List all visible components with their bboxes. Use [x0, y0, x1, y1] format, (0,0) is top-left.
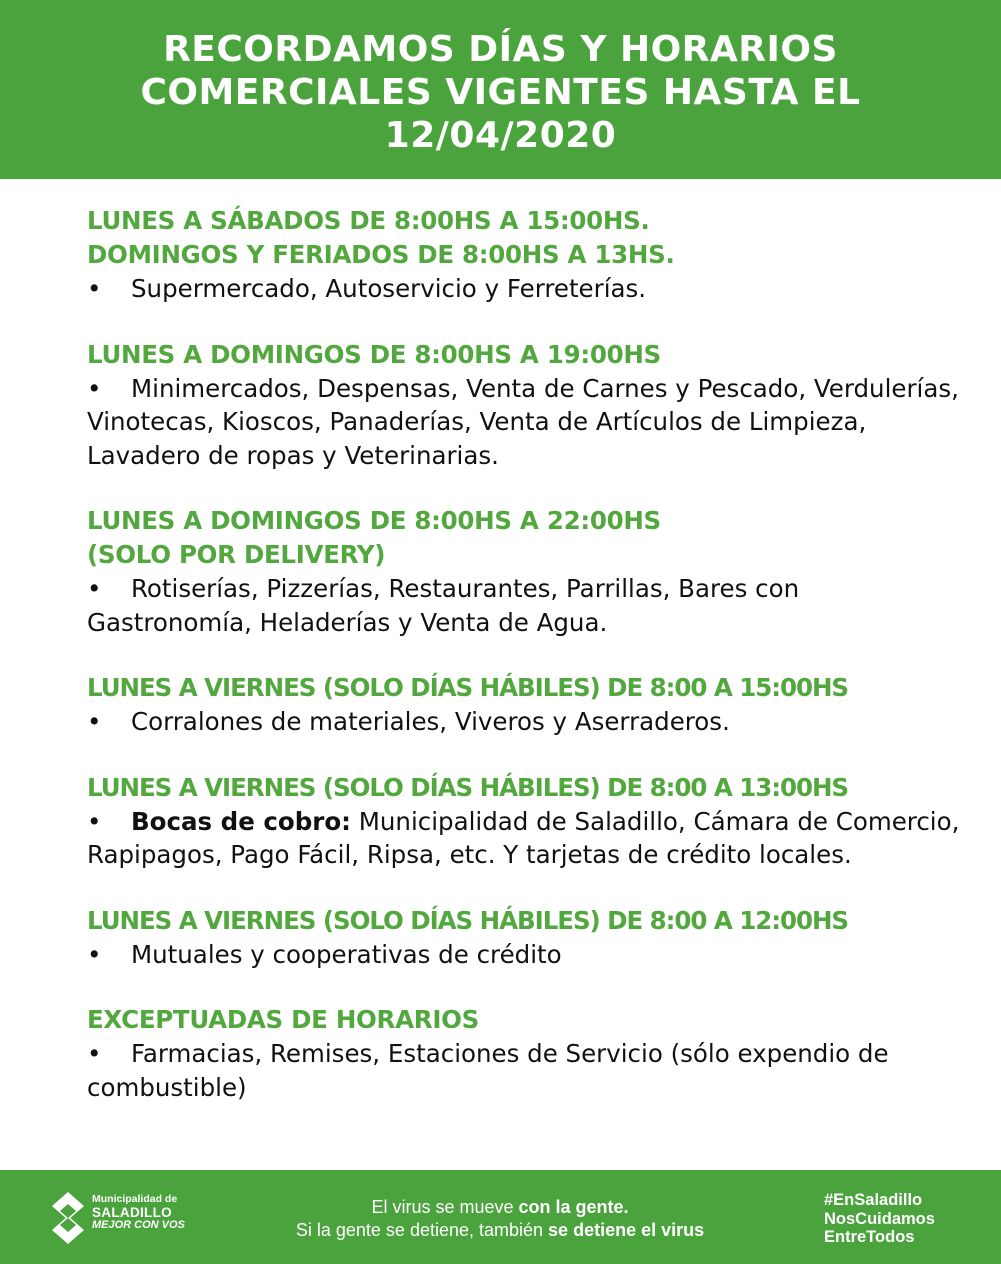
section-items-text: Rotiserías, Pizzerías, Restaurantes, Parrillas, Bares con Gastronomía, Heladerías y Venta de Agua. — [87, 574, 800, 637]
section-items-text: Mutuales y cooperativas de crédito — [131, 939, 562, 969]
section-heading — [87, 904, 967, 938]
section-items-text: Minimercados, Despensas, Venta de Carnes y Pescado, Verdulerías, Vinotecas, Kioscos, Panaderías, Venta de Artículos de Limpieza, Lavadero de ropas y Veterinarias. — [87, 373, 959, 470]
section-items — [87, 272, 967, 306]
logo-line: MEJOR CON VOS — [92, 1219, 185, 1231]
footer-text-bold: con la gente. — [518, 1197, 629, 1217]
saladillo-logo-icon — [48, 1190, 88, 1246]
footer-message-line — [250, 1219, 750, 1242]
section-heading — [87, 504, 967, 572]
section-items — [87, 372, 967, 473]
section-heading — [87, 671, 967, 705]
section-items-text: Supermercado, Autoservicio y Ferreterías. — [131, 274, 647, 303]
section-items — [87, 1037, 967, 1104]
footer-text: Si la gente se detiene, también — [295, 1220, 549, 1240]
bullet: • — [87, 806, 102, 836]
section-heading — [87, 771, 967, 805]
section-items-text: Farmacias, Remises, Estaciones de Servicio (sólo expendio de combustible) — [87, 1039, 889, 1102]
schedule-section-exempt — [87, 1003, 967, 1104]
section-heading — [87, 204, 967, 272]
section-heading-line: (SOLO POR DELIVERY) — [87, 540, 386, 569]
section-heading-line: LUNES A VIERNES (SOLO DÍAS HÁBILES) DE 8:00 A 12:00HS — [87, 905, 849, 935]
bullet: • — [87, 707, 102, 736]
section-items — [87, 705, 967, 739]
section-heading-line: DOMINGOS Y FERIADOS DE 8:00HS A 13HS. — [87, 240, 675, 269]
hashtags — [824, 1191, 935, 1247]
section-items — [87, 572, 967, 639]
schedule-section-minimarkets — [87, 338, 967, 473]
section-heading-line: EXCEPTUADAS DE HORARIOS — [87, 1005, 480, 1034]
section-items-text: Municipalidad de Saladillo, Cámara de Comercio, Rapipagos, Pago Fácil, Ripsa, etc. Y tarjetas de crédito locales. — [87, 806, 960, 869]
schedule-list — [87, 204, 967, 1104]
section-items — [87, 805, 967, 872]
schedule-section-delivery — [87, 504, 967, 639]
section-heading-line: LUNES A DOMINGOS DE 8:00HS A 19:00HS — [87, 339, 661, 369]
section-items-text: Corralones de materiales, Viveros y Aserraderos. — [131, 707, 730, 736]
section-heading-line: LUNES A DOMINGOS DE 8:00HS A 22:00HS — [87, 506, 661, 535]
bullet: • — [87, 373, 102, 403]
municipality-logo — [48, 1190, 198, 1246]
header-banner — [0, 0, 1001, 179]
hashtag-line: EntreTodos — [824, 1228, 915, 1246]
schedule-section-mutuals — [87, 904, 967, 972]
bullet: • — [87, 574, 102, 603]
logo-line: Municipalidad de — [92, 1193, 178, 1205]
section-heading — [87, 1003, 967, 1037]
footer-banner — [0, 1170, 1001, 1264]
footer-message — [250, 1196, 750, 1242]
hashtag-line: #EnSaladillo — [824, 1191, 923, 1209]
schedule-section-supermarkets — [87, 204, 967, 306]
section-heading-line: LUNES A VIERNES (SOLO DÍAS HÁBILES) DE 8:00 A 15:00HS — [87, 673, 849, 702]
logo-text — [92, 1193, 185, 1232]
bullet: • — [87, 274, 102, 303]
bold-label: Bocas de cobro: — [131, 806, 351, 836]
section-heading-line: LUNES A SÁBADOS DE 8:00HS A 15:00HS. — [87, 206, 650, 235]
section-heading — [87, 338, 967, 372]
footer-text-bold: se detiene el virus — [548, 1220, 705, 1240]
schedule-section-materials — [87, 671, 967, 739]
page-title: RECORDAMOS DÍAS Y HORARIOS COMERCIALES VIGENTES HASTA EL 12/04/2020 — [140, 29, 861, 156]
bullet: • — [87, 939, 102, 969]
schedule-section-payment-points — [87, 771, 967, 872]
bullet: • — [87, 1039, 102, 1068]
section-heading-line: LUNES A VIERNES (SOLO DÍAS HÁBILES) DE 8:00 A 13:00HS — [87, 772, 849, 802]
footer-text: El virus se mueve — [371, 1197, 519, 1217]
section-items — [87, 938, 967, 972]
footer-message-line — [250, 1196, 750, 1219]
logo-line: SALADILLO — [92, 1205, 172, 1220]
hashtag-line: NosCuidamos — [824, 1209, 935, 1228]
